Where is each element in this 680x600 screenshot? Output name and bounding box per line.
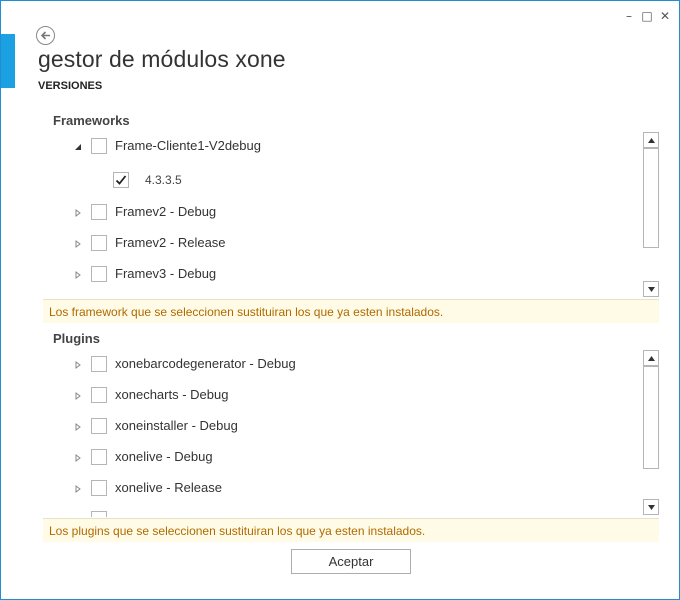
tree-item-label: xonelive - Release bbox=[115, 480, 222, 495]
arrow-up-icon bbox=[648, 138, 655, 143]
tree-item-label: Frame-Cliente1-V2debug bbox=[115, 138, 261, 153]
checkbox[interactable] bbox=[91, 449, 107, 465]
arrow-down-icon bbox=[648, 505, 655, 510]
check-icon bbox=[115, 174, 127, 186]
frameworks-label: Frameworks bbox=[53, 113, 130, 128]
plugins-label: Plugins bbox=[53, 331, 100, 346]
arrow-down-icon bbox=[648, 287, 655, 292]
scroll-down-button[interactable] bbox=[643, 499, 659, 515]
checkbox[interactable] bbox=[91, 387, 107, 403]
maximize-button[interactable]: □ bbox=[641, 9, 653, 23]
tree-item-partial[interactable] bbox=[43, 509, 643, 517]
scroll-thumb[interactable] bbox=[643, 148, 659, 248]
tree-item-xonebarcodegenerator[interactable] bbox=[43, 354, 643, 376]
scroll-down-button[interactable] bbox=[643, 281, 659, 297]
scroll-up-button[interactable] bbox=[643, 132, 659, 148]
plugins-list[interactable] bbox=[43, 349, 659, 517]
window-controls bbox=[623, 9, 671, 23]
checkbox[interactable] bbox=[91, 266, 107, 282]
tree-child-version[interactable] bbox=[43, 170, 643, 192]
frameworks-notice: Los framework que se seleccionen sustituiran los que ya esten instalados. bbox=[43, 299, 659, 323]
tree-item-label: 4.3.3.5 bbox=[145, 173, 182, 187]
plugins-notice: Los plugins que se seleccionen sustituiran los que ya esten instalados. bbox=[43, 518, 659, 542]
tree-item-label: xonecharts - Debug bbox=[115, 387, 229, 402]
tree-item-framev3-debug[interactable] bbox=[43, 264, 643, 286]
expanded-triangle-icon[interactable] bbox=[73, 142, 83, 152]
collapsed-triangle-icon[interactable] bbox=[73, 391, 83, 401]
tree-item-label: xonebarcodegenerator - Debug bbox=[115, 356, 296, 371]
tree-item-xoneinstaller[interactable] bbox=[43, 416, 643, 438]
tree-item-label: Framev2 - Debug bbox=[115, 204, 217, 219]
collapsed-triangle-icon[interactable] bbox=[73, 422, 83, 432]
back-button[interactable] bbox=[36, 26, 55, 45]
checkbox[interactable] bbox=[91, 480, 107, 496]
close-button[interactable]: ✕ bbox=[659, 9, 671, 23]
checkbox[interactable] bbox=[91, 418, 107, 434]
tree-item-xonelive-release[interactable] bbox=[43, 478, 643, 500]
frameworks-list[interactable] bbox=[43, 131, 659, 299]
collapsed-triangle-icon[interactable] bbox=[73, 208, 83, 218]
tree-item-xonecharts[interactable] bbox=[43, 385, 643, 407]
tree-item-label: Framev2 - Release bbox=[115, 235, 226, 250]
accent-bar bbox=[1, 34, 15, 88]
tree-item-framev2-debug[interactable] bbox=[43, 202, 643, 224]
back-arrow-icon bbox=[40, 30, 51, 41]
collapsed-triangle-icon[interactable] bbox=[73, 484, 83, 494]
page-title: gestor de módulos xone bbox=[38, 46, 286, 72]
checkbox[interactable] bbox=[91, 235, 107, 251]
scroll-thumb[interactable] bbox=[643, 366, 659, 469]
collapsed-triangle-icon[interactable] bbox=[73, 453, 83, 463]
collapsed-triangle-icon[interactable] bbox=[73, 360, 83, 370]
checkbox[interactable] bbox=[91, 204, 107, 220]
tree-item-label: Framev3 - Debug bbox=[115, 266, 217, 281]
tree-item-label: xoneinstaller - Debug bbox=[115, 418, 238, 433]
checkbox-checked[interactable] bbox=[113, 172, 129, 188]
scroll-up-button[interactable] bbox=[643, 350, 659, 366]
minimize-button[interactable]: – bbox=[626, 9, 632, 23]
checkbox[interactable] bbox=[91, 511, 107, 517]
tree-item-label: xonelive - Debug bbox=[115, 449, 213, 464]
tree-item-frame-cliente1[interactable] bbox=[43, 136, 643, 158]
collapsed-triangle-icon[interactable] bbox=[73, 239, 83, 249]
frameworks-scrollbar[interactable] bbox=[643, 131, 659, 299]
accept-button[interactable]: Aceptar bbox=[291, 549, 411, 574]
checkbox[interactable] bbox=[91, 138, 107, 154]
checkbox[interactable] bbox=[91, 356, 107, 372]
arrow-up-icon bbox=[648, 356, 655, 361]
page-subtitle: VERSIONES bbox=[38, 80, 103, 92]
tree-item-framev2-release[interactable] bbox=[43, 233, 643, 255]
tree-item-xonelive-debug[interactable] bbox=[43, 447, 643, 469]
collapsed-triangle-icon[interactable] bbox=[73, 270, 83, 280]
plugins-scrollbar[interactable] bbox=[643, 349, 659, 517]
